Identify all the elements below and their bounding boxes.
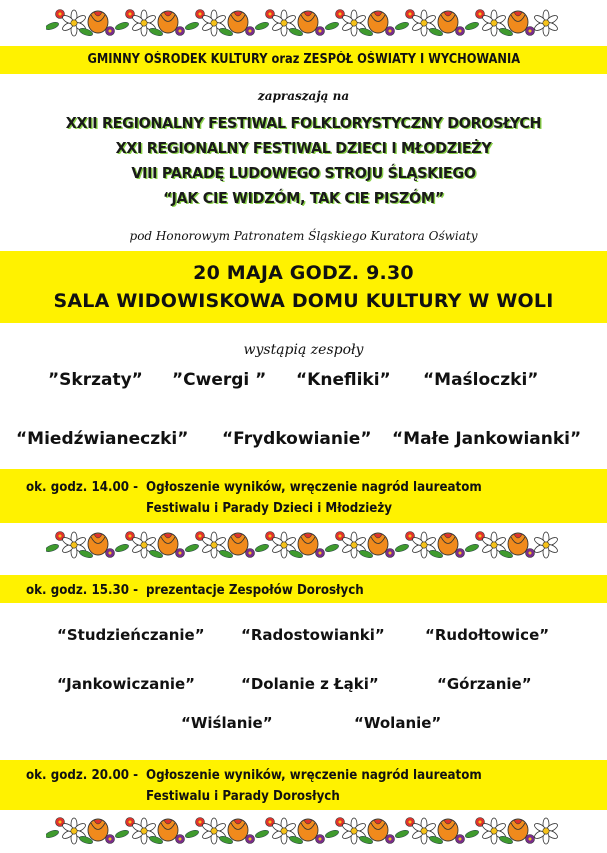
invite-text: zapraszają na [257,89,350,103]
date-line: 20 MAJA GODZ. 9.30 [193,262,414,284]
organizers-text: GMINNY OŚRODEK KULTURY oraz ZESPÓŁ OŚWIATY I WYCHOWANIA [87,52,520,67]
event2-time: ok. godz. 15.30 - [26,582,139,598]
event3-line2: Festiwalu i Parady Dorosłych [146,788,340,804]
venue-line: SALA WIDOWISKOWA DOMU KULTURY W WOLI [53,290,554,312]
team-masloczki: “Maśloczki” [423,370,539,390]
performers-intro: wystąpią zespoły [243,342,364,358]
team-gorzanie: “Górzanie” [437,675,532,693]
team-radostowianki: “Radostowianki” [241,626,385,644]
title-line-4: “JAK CIE WIDZÓM, TAK CIE PISZÓM” [163,189,444,207]
team-skrzaty: ”Skrzaty” [48,370,143,390]
event3-time: ok. godz. 20.00 - [26,767,139,783]
team-miedzwianeczki: “Miedźwianeczki” [16,429,189,449]
team-rudoltowice: “Rudołtowice” [425,626,550,644]
team-knefliki: “Knefliki” [296,370,391,390]
team-male-jankowianki: “Małe Jankowianki” [392,429,582,449]
team-wolanie: “Wolanie” [354,714,442,732]
title-line-2: XXI REGIONALNY FESTIWAL DZIECI I MŁODZIEŻY [115,139,492,157]
organizers [0,52,607,67]
team-cwergi: ”Cwergi ” [172,370,267,390]
team-dolanie-z-laki: “Dolanie z Łąki” [241,675,379,693]
title-line-3: VIII PARADĘ LUDOWEGO STROJU ŚLĄSKIEGO [131,164,476,182]
floral-garland-middle [46,526,561,564]
patronage-text: pod Honorowym Patronatem Śląskiego Kuratora Oświaty [129,229,478,243]
festival-titles [0,114,607,214]
team-wislanie: “Wiślanie” [181,714,273,732]
event1-time: ok. godz. 14.00 - [26,479,139,495]
event1-line1: Ogłoszenie wyników, wręczenie nagród laureatom [146,479,482,495]
event2-text: prezentacje Zespołów Dorosłych [146,582,364,598]
event3-line1: Ogłoszenie wyników, wręczenie nagród laureatom [146,767,482,783]
floral-garland-top [46,4,561,42]
title-line-1: XXII REGIONALNY FESTIWAL FOLKLORYSTYCZNY DOROSŁYCH [65,114,542,132]
floral-garland-bottom [46,812,561,850]
team-frydkowianie: “Frydkowianie” [222,429,372,449]
team-jankowiczanie: “Jankowiczanie” [57,675,196,693]
event1-line2: Festiwalu i Parady Dzieci i Młodzieży [146,500,393,516]
team-studzienczanie: “Studzieńczanie” [57,626,205,644]
